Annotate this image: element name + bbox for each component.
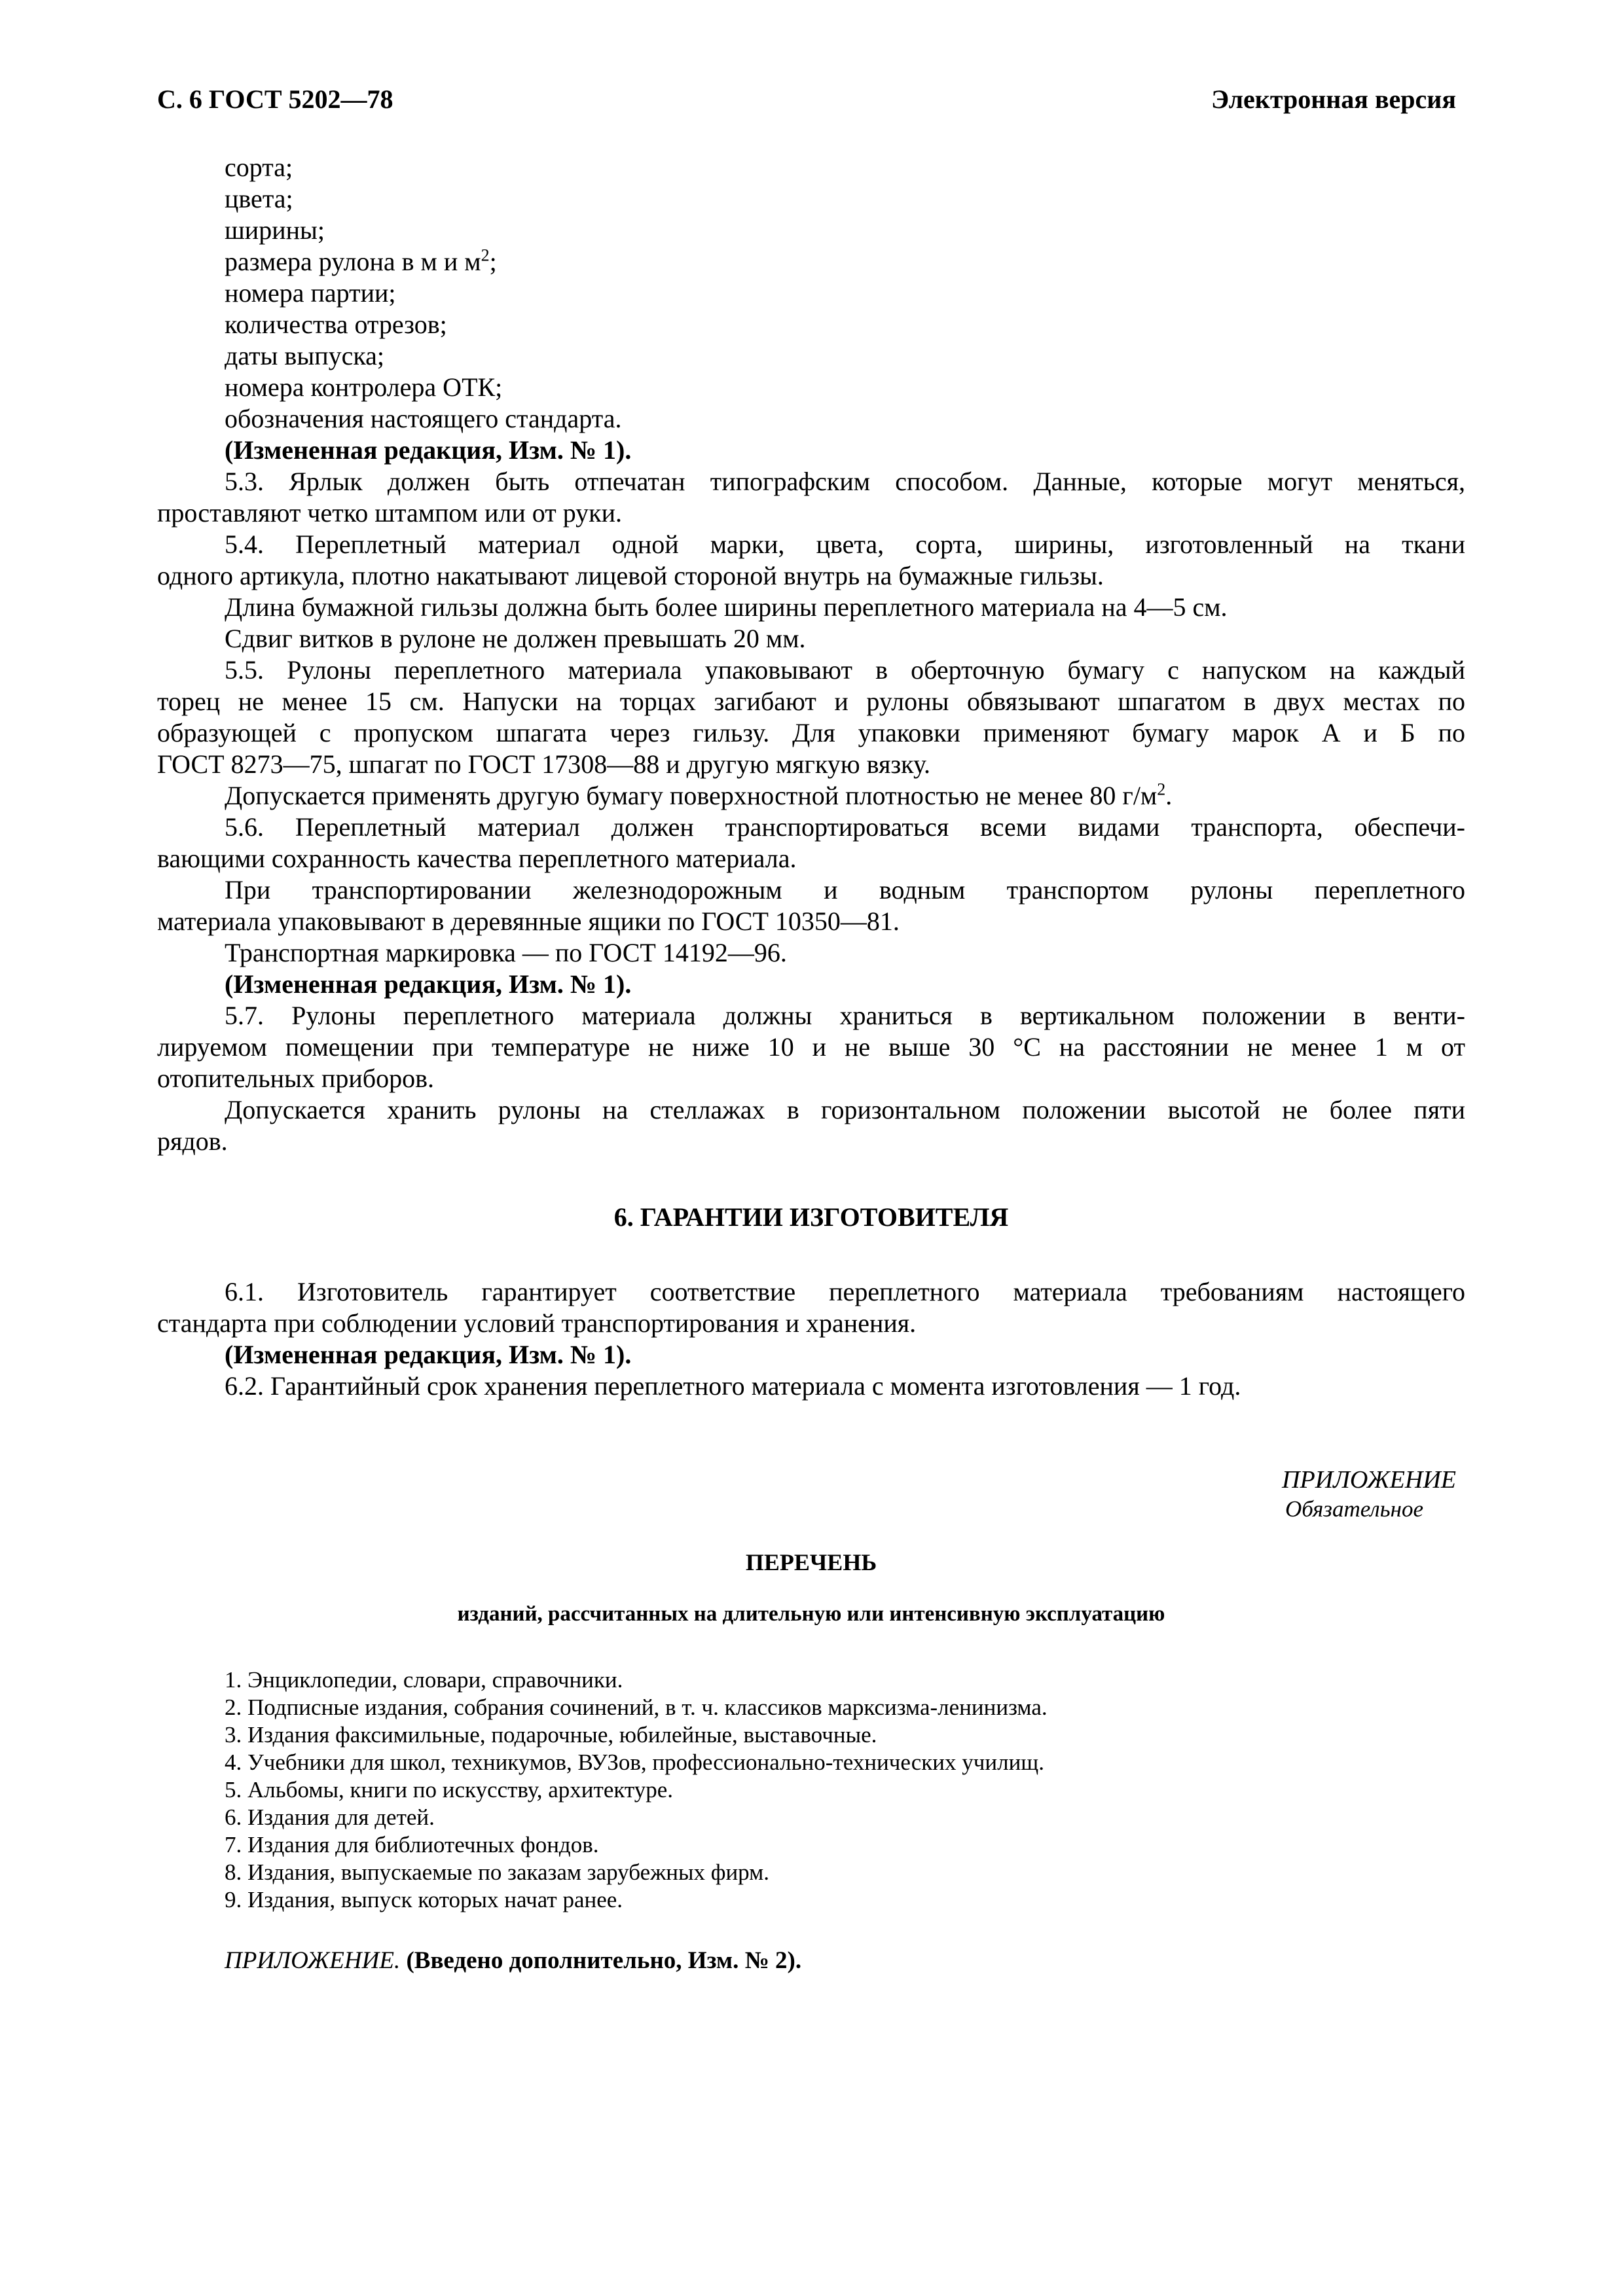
para-5-4-line: одного артикула, плотно накатывают лицевой стороной внутрь на бумажные гильзы. [157,561,1104,590]
label-item: обозначения настоящего стандарта. [225,404,622,433]
para-5-6-line: материала упаковывают в деревянные ящики по ГОСТ 10350—81. [157,906,900,936]
list-item: 2. Подписные издания, собрания сочинений, в т. ч. классиков марксизма-ленинизма. [225,1695,1048,1720]
para-5-3-line: проставляют четко штампом или от руки. [157,498,623,528]
para-5-5-line: образующей с пропуском шпагата через гильзу. Для упаковки применяют бумагу марок А и Б по [157,718,1465,747]
revision-note: (Измененная редакция, Изм. № 1). [225,969,632,999]
para-5-5-line: 5.5. Рулоны переплетного материала упаковывают в оберточную бумагу с напуском на каждый [225,655,1465,685]
label-item: сорта; [225,152,293,182]
list-item: 7. Издания для библиотечных фондов. [225,1832,599,1857]
para-6-2: 6.2. Гарантийный срок хранения переплетного материала с момента изготовления — 1 год. [225,1371,1241,1401]
para-5-7-line: рядов. [157,1126,228,1156]
revision-note: (Измененная редакция, Изм. № 1). [225,435,632,465]
para-5-6-line: При транспортировании железнодорожным и водным транспортом рулоны переплетного [225,875,1465,905]
label-item: номера партии; [225,278,396,308]
section-6-title: 6. ГАРАНТИИ ИЗГОТОВИТЕЛЯ [613,1202,1009,1232]
label-item: номера контролера ОТК; [225,372,503,402]
para-6-1-line: 6.1. Изготовитель гарантирует соответствие переплетного материала требованиям настоящего [225,1277,1465,1306]
para-5-5-density: Допускается применять другую бумагу поверхностной плотностью не менее 80 $г/м^2$. [225,780,1173,810]
section-6-body [157,1276,1465,1402]
para-5-6-line: 5.6. Переплетный материал должен транспортироваться всеми видами транспорта, обеспечи- [225,812,1465,842]
list-item: 8. Издания, выпускаемые по заказам зарубежных фирм. [225,1859,770,1885]
para-5-6-line: вающими сохранность качества переплетного материала. [157,844,797,873]
label-item-roll-size: размера рулона в м и $м^2$; [225,245,497,276]
para-5-7-line: 5.7. Рулоны переплетного материала должны храниться в вертикальном положении в венти- [225,1001,1465,1030]
appendix-label-text: ПРИЛОЖЕНИЕ [1282,1466,1456,1494]
para-5-6-line: Транспортная маркировка — по ГОСТ 14192—96. [225,938,787,967]
para-5-3-line: 5.3. Ярлык должен быть отпечатан типографским способом. Данные, которые могут меняться, [225,467,1465,496]
section-5-continued [157,152,1465,1157]
label-item: даты выпуска; [225,341,385,370]
para-5-7-line: лируемом помещении при температуре не ниже 10 и не выше 30 °С на расстоянии не менее 1 м от [157,1032,1465,1062]
label-item: цвета; [225,184,293,213]
para-5-4-line: Длина бумажной гильзы должна быть более ширины переплетного материала на 4—5 см. [225,592,1228,622]
publications-list [225,1666,1048,1914]
appendix-type: Обязательное [1285,1496,1423,1522]
list-item: 3. Издания факсимильные, подарочные, юбилейные, выставочные. [225,1722,877,1748]
para-5-4-line: Сдвиг витков в рулоне не должен превышать 20 мм. [225,624,806,653]
list-item: 6. Издания для детей. [225,1804,435,1830]
list-item: 4. Учебники для школ, техникумов, ВУЗов, профессионально-технических училищ. [225,1749,1045,1775]
appendix-title: ПЕРЕЧЕНЬ [745,1549,877,1575]
list-item: 9. Издания, выпуск которых начат ранее. [225,1887,623,1912]
revision-note: (Измененная редакция, Изм. № 1). [225,1340,632,1369]
footnote-appendix-label: ПРИЛОЖЕНИЕ. [225,1947,401,1974]
para-5-7-line: Допускается хранить рулоны на стеллажах в горизонтальном положении высотой не более пяти [225,1095,1465,1124]
para-5-4-line: 5.4. Переплетный материал одной марки, цвета, сорта, ширины, изготовленный на ткани [225,529,1465,559]
list-item: 1. Энциклопедии, словари, справочники. [225,1667,623,1693]
para-5-5-line: торец не менее 15 см. Напуски на торцах загибают и рулоны обвязывают шпагатом в двух местах по [157,687,1465,716]
page-header-version: Электронная версия [1211,84,1456,114]
para-5-7-line: отопительных приборов. [157,1064,435,1093]
label-item: количества отрезов; [225,310,447,339]
para-6-1-line: стандарта при соблюдении условий транспортирования и хранения. [157,1308,917,1338]
label-item: ширины; [225,215,325,245]
list-item: 5. Альбомы, книги по искусству, архитектуре. [225,1777,674,1803]
footnote-revision: (Введено дополнительно, Изм. № 2). [406,1947,802,1974]
para-5-5-line: ГОСТ 8273—75, шпагат по ГОСТ 17308—88 и другую мягкую вязку. [157,749,931,779]
page-header-standard: С. 6 ГОСТ 5202—78 [157,84,393,114]
appendix-subtitle: изданий, рассчитанных на длительную или интенсивную эксплуатацию [457,1602,1165,1626]
appendix-footnote [225,1946,801,1975]
appendix-label [1282,1465,1456,1524]
